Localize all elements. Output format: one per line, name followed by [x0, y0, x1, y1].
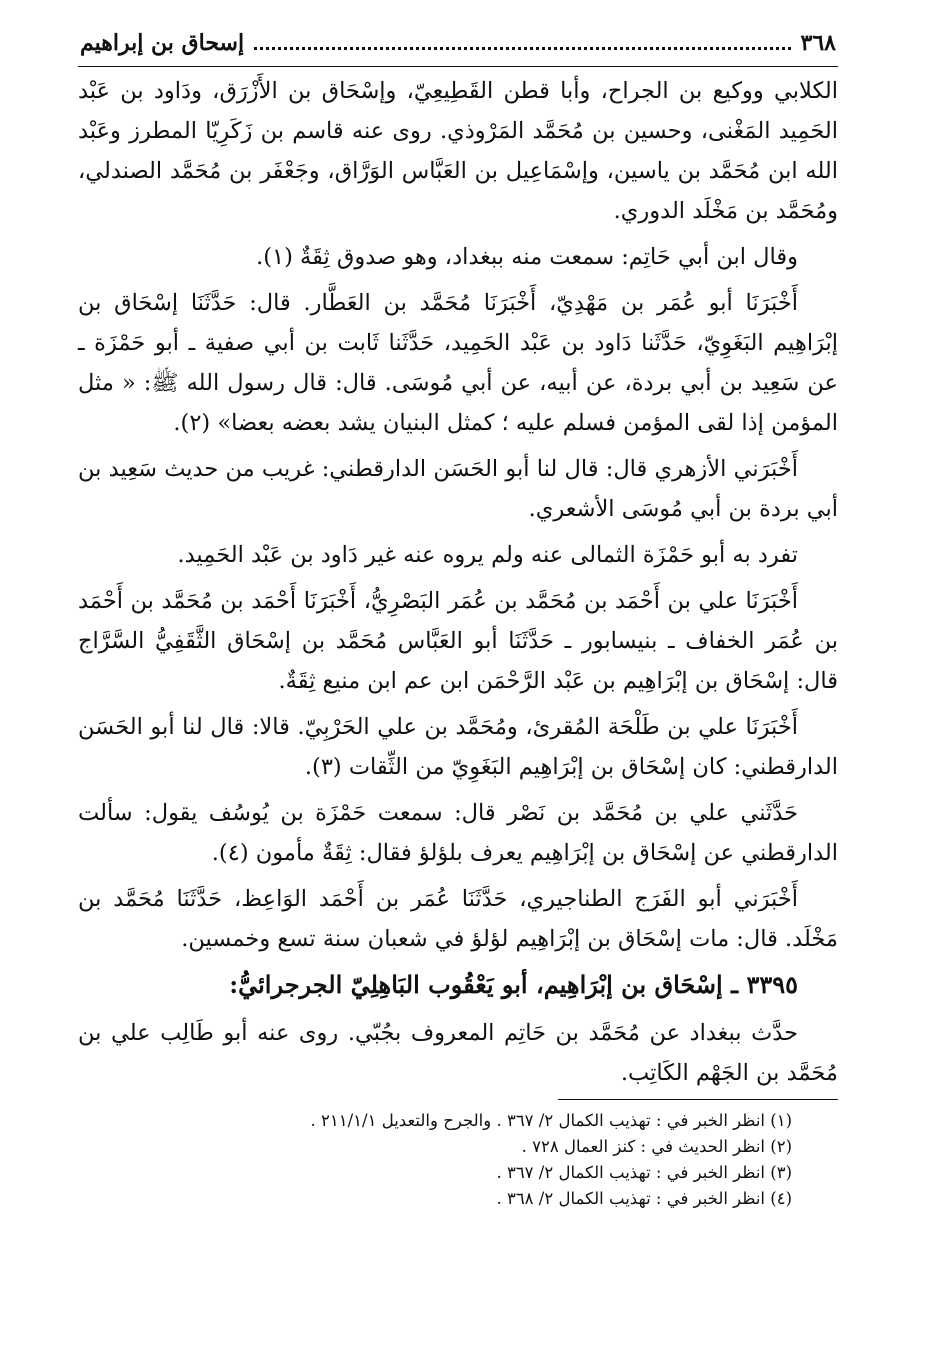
book-page: [78, 30, 838, 1340]
running-header: [78, 30, 838, 67]
footnote-divider: [558, 1099, 838, 1100]
entry-paragraph: حدَّث ببغداد عن مُحَمَّد بن حَاتِم المعروف بجُبّي. روى عنه أبو طَالِب علي بن مُحَمَّد بن الجَهْم الكَاتِب.: [78, 1020, 838, 1086]
header-dot-leader: [254, 47, 790, 50]
footnotes: [78, 1108, 838, 1212]
paragraph: أَخْبَرَنَا علي بن طَلْحَة المُقرئ، ومُحَمَّد بن علي الحَرْبِيّ. قالا: قال لنا أبو الحَسَن الدارقطني: كان إسْحَاق بن إبْرَاهِيم البَغَوِيّ من الثِّقات (٣).: [78, 714, 838, 780]
paragraph: أَخْبَرَنَا علي بن أَحْمَد بن مُحَمَّد بن عُمَر البَصْرِيُّ، أَخْبَرَنَا أَحْمَد بن مُحَمَّد بن أَحْمَد بن عُمَر الخفاف ـ بنيسابور ـ حَدَّثَنَا أبو العَبَّاس مُحَمَّد بن إسْحَاق الثَّقَفِيُّ السَّرَّاج قال: إسْحَاق بن إبْرَاهِيم بن عَبْد الرَّحْمَن ابن عم ابن منيع ثِقَةٌ.: [78, 588, 838, 694]
paragraph: أَخْبَرَنَا أبو عُمَر بن مَهْدِيّ، أَخْبَرَنَا مُحَمَّد بن العَطَّار. قال: حَدَّثَنَا إسْحَاق بن إبْرَاهِيم البَغَوِيّ، حَدَّثَنا دَاود بن عَبْد الحَمِيد، حَدَّثَنا ثَابت بن أبي صفية ـ أبو حَمْزَة ـ عن سَعِيد بن أبي بردة، عن أبيه، عن أبي مُوسَى. قال: قال رسول الله ﷺ: « مثل المؤمن إذا لقى المؤمن فسلم عليه ؛ كمثل البنيان يشد بعضه بعضا» (٢).: [78, 290, 838, 436]
page-number: ٣٦٨: [800, 30, 836, 56]
paragraph: حَدَّثَني علي بن مُحَمَّد بن نَصْر قال: سمعت حَمْزَة بن يُوسُف يقول: سألت الدارقطني عن إسْحَاق بن إبْرَاهِيم يعرف بلؤلؤ فقال: ثِقَةٌ مأمون (٤).: [78, 800, 838, 866]
footnote: (٤) انظر الخبر في : تهذيب الكمال ٢/ ٣٦٨ .: [496, 1189, 792, 1208]
paragraph: الكلابي ووكيع بن الجراح، وأبا قطن القَطِيعِيّ، وإسْحَاق بن الأَزْرَق، ودَاود بن عَبْد الحَمِيد المَغْنى، وحسين بن مُحَمَّد المَرْوذي. روى عنه قاسم بن زَكَرِيّا المطرز وعَبْد الله ابن مُحَمَّد بن ياسين، وإسْمَاعِيل بن العَبَّاس الوَرَّاق، وجَعْفَر بن مُحَمَّد الصندلي، ومُحَمَّد بن مَخْلَد الدوري.: [78, 78, 838, 224]
footnote: (١) انظر الخبر في : تهذيب الكمال ٢/ ٣٦٧ . والجرح والتعديل ٢١١/١/١ .: [310, 1111, 792, 1130]
paragraph: وقال ابن أبي حَاتِم: سمعت منه ببغداد، وهو صدوق ثِقَةٌ (١).: [256, 244, 798, 270]
paragraph: أَخْبَرَني أبو الفَرَج الطناجيري، حَدَّثَنَا عُمَر بن أَحْمَد الوَاعِظ، حَدَّثَنَا مُحَمَّد بن مَخْلَد. قال: مات إسْحَاق بن إبْرَاهِيم لؤلؤ في شعبان سنة تسع وخمسين.: [78, 886, 838, 952]
running-title: إسحاق بن إبراهيم: [80, 30, 245, 56]
paragraph: أَخْبَرَني الأزهري قال: قال لنا أبو الحَسَن الدارقطني: غريب من حديث سَعِيد بن أبي بردة بن أبي مُوسَى الأشعري.: [78, 456, 838, 522]
entry-heading: ٣٣٩٥ ـ إسْحَاق بن إبْرَاهِيم، أبو يَعْقُوب البَاهِلِيّ الجرجرائيُّ:: [229, 970, 798, 999]
footnote: (٢) انظر الحديث في : كنز العمال ٧٢٨ .: [521, 1137, 792, 1156]
footnote: (٣) انظر الخبر في : تهذيب الكمال ٢/ ٣٦٧ .: [496, 1163, 792, 1182]
main-text: [78, 71, 838, 1093]
paragraph: تفرد به أبو حَمْزَة الثمالى عنه ولم يروه عنه غير دَاود بن عَبْد الحَمِيد.: [177, 542, 798, 568]
